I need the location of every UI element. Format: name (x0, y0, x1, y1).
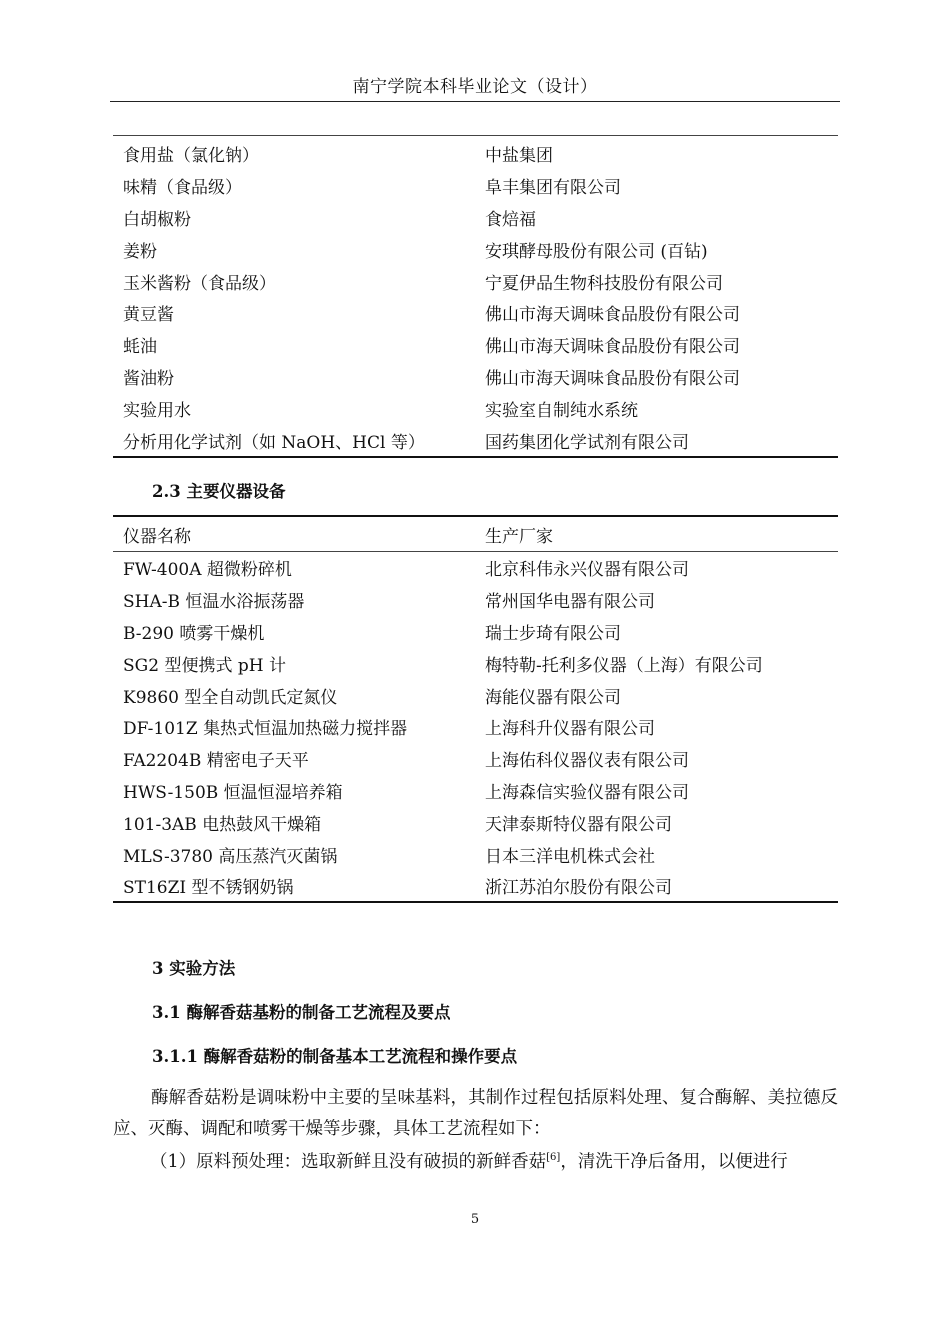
running-header: 南宁学院本科毕业论文（设计） (352, 77, 598, 97)
cell-name: 蚝油 (123, 337, 157, 358)
cell-manufacturer: 佛山市海天调味食品股份有限公司 (485, 305, 740, 326)
table-row (113, 265, 838, 297)
section-heading-2-3: 2.3 主要仪器设备 (152, 482, 286, 501)
cell-manufacturer: 天津泰斯特仪器有限公司 (485, 814, 672, 835)
table-row (113, 679, 838, 711)
cell-name: 实验用水 (123, 400, 191, 421)
cell-manufacturer: 梅特勒-托利多仪器（上海）有限公司 (485, 655, 763, 676)
instruments-table-bottom-rule (113, 901, 838, 903)
cell-name: 分析用化学试剂（如 NaOH、HCl 等） (123, 432, 425, 453)
cell-manufacturer: 佛山市海天调味食品股份有限公司 (485, 337, 740, 358)
cell-manufacturer: 上海佑科仪器仪表有限公司 (485, 751, 689, 772)
cell-manufacturer: 浙江苏泊尔股份有限公司 (485, 878, 672, 899)
body-paragraph: 酶解香菇粉是调味粉中主要的呈味基料，其制作过程包括原料处理、复合酶解、美拉德反应、灭酶、调配和喷雾干燥等步骤，具体工艺流程如下： (113, 1088, 838, 1139)
cell-name: FA2204B 精密电子天平 (123, 751, 309, 772)
materials-table-bottom-rule (113, 456, 838, 458)
cell-manufacturer: 上海森信实验仪器有限公司 (485, 782, 689, 803)
header-rule (110, 101, 840, 102)
table-row (113, 361, 838, 393)
section-heading-3-1-1: 3.1.1 酶解香菇粉的制备基本工艺流程和操作要点 (152, 1047, 518, 1066)
cell-manufacturer: 安琪酵母股份有限公司 (百钻) (485, 241, 708, 262)
cell-name: SG2 型便携式 pH 计 (123, 655, 286, 676)
table-row (113, 329, 838, 361)
table-row (113, 806, 838, 838)
cell-name: 玉米酱粉（食品级） (123, 273, 276, 294)
cell-manufacturer: 食焙福 (485, 209, 536, 230)
cell-manufacturer: 日本三洋电机株式会社 (485, 846, 655, 867)
column-header-instrument-name: 仪器名称 (123, 527, 191, 548)
column-header-manufacturer: 生产厂家 (485, 527, 553, 548)
cell-manufacturer: 上海科升仪器有限公司 (485, 719, 655, 740)
page-number: 5 (470, 1212, 480, 1227)
citation-reference: [6] (546, 1152, 561, 1164)
instruments-table-header (113, 519, 838, 551)
materials-table (113, 138, 838, 456)
cell-name: 姜粉 (123, 241, 157, 262)
section-heading-3: 3 实验方法 (152, 959, 236, 978)
table-row (113, 424, 838, 456)
table-row (113, 870, 838, 902)
cell-manufacturer: 海能仪器有限公司 (485, 687, 621, 708)
cell-manufacturer: 北京科伟永兴仪器有限公司 (485, 560, 689, 581)
cell-manufacturer: 中盐集团 (485, 146, 553, 167)
cell-manufacturer: 宁夏伊品生物科技股份有限公司 (485, 273, 723, 294)
cell-manufacturer: 瑞士步琦有限公司 (485, 623, 621, 644)
table-row (113, 297, 838, 329)
table-row (113, 170, 838, 202)
step-1-text-continued: ，清洗干净后备用，以便进行 (560, 1152, 788, 1172)
cell-name: ST16ZI 型不锈钢奶锅 (123, 878, 294, 899)
table-row (113, 775, 838, 807)
cell-name: SHA-B 恒温水浴振荡器 (123, 592, 305, 613)
cell-name: B-290 喷雾干燥机 (123, 623, 265, 644)
table-row (113, 584, 838, 616)
table-row (113, 711, 838, 743)
table-header-row (113, 519, 838, 551)
section-heading-3-1: 3.1 酶解香菇基粉的制备工艺流程及要点 (152, 1003, 451, 1022)
instruments-table (113, 552, 838, 902)
cell-name: 味精（食品级） (123, 178, 242, 199)
table-row (113, 647, 838, 679)
cell-name: DF-101Z 集热式恒温加热磁力搅拌器 (123, 719, 408, 740)
table-row (113, 552, 838, 584)
cell-manufacturer: 阜丰集团有限公司 (485, 178, 621, 199)
table-row (113, 392, 838, 424)
cell-name: FW-400A 超微粉碎机 (123, 560, 292, 581)
cell-name: 食用盐（氯化钠） (123, 146, 259, 167)
step-1-text: （1）原料预处理：选取新鲜且没有破损的新鲜香菇 (150, 1152, 547, 1172)
cell-name: 白胡椒粉 (123, 209, 191, 230)
cell-name: 酱油粉 (123, 368, 174, 389)
table-row (113, 616, 838, 648)
cell-manufacturer: 国药集团化学试剂有限公司 (485, 432, 689, 453)
table-row (113, 743, 838, 775)
table-row (113, 233, 838, 265)
cell-name: MLS-3780 高压蒸汽灭菌锅 (123, 846, 338, 867)
table-row (113, 838, 838, 870)
table-row (113, 138, 838, 170)
cell-name: K9860 型全自动凯氏定氮仪 (123, 687, 338, 708)
cell-manufacturer: 实验室自制纯水系统 (485, 400, 638, 421)
instruments-table-top-rule (113, 515, 838, 517)
cell-name: 101-3AB 电热鼓风干燥箱 (123, 814, 322, 835)
cell-manufacturer: 佛山市海天调味食品股份有限公司 (485, 368, 740, 389)
body-paragraph-step-1 (150, 1147, 840, 1178)
cell-name: HWS-150B 恒温恒湿培养箱 (123, 782, 343, 803)
cell-name: 黄豆酱 (123, 305, 174, 326)
table-row (113, 202, 838, 234)
materials-table-top-rule (113, 135, 838, 136)
cell-manufacturer: 常州国华电器有限公司 (485, 592, 655, 613)
